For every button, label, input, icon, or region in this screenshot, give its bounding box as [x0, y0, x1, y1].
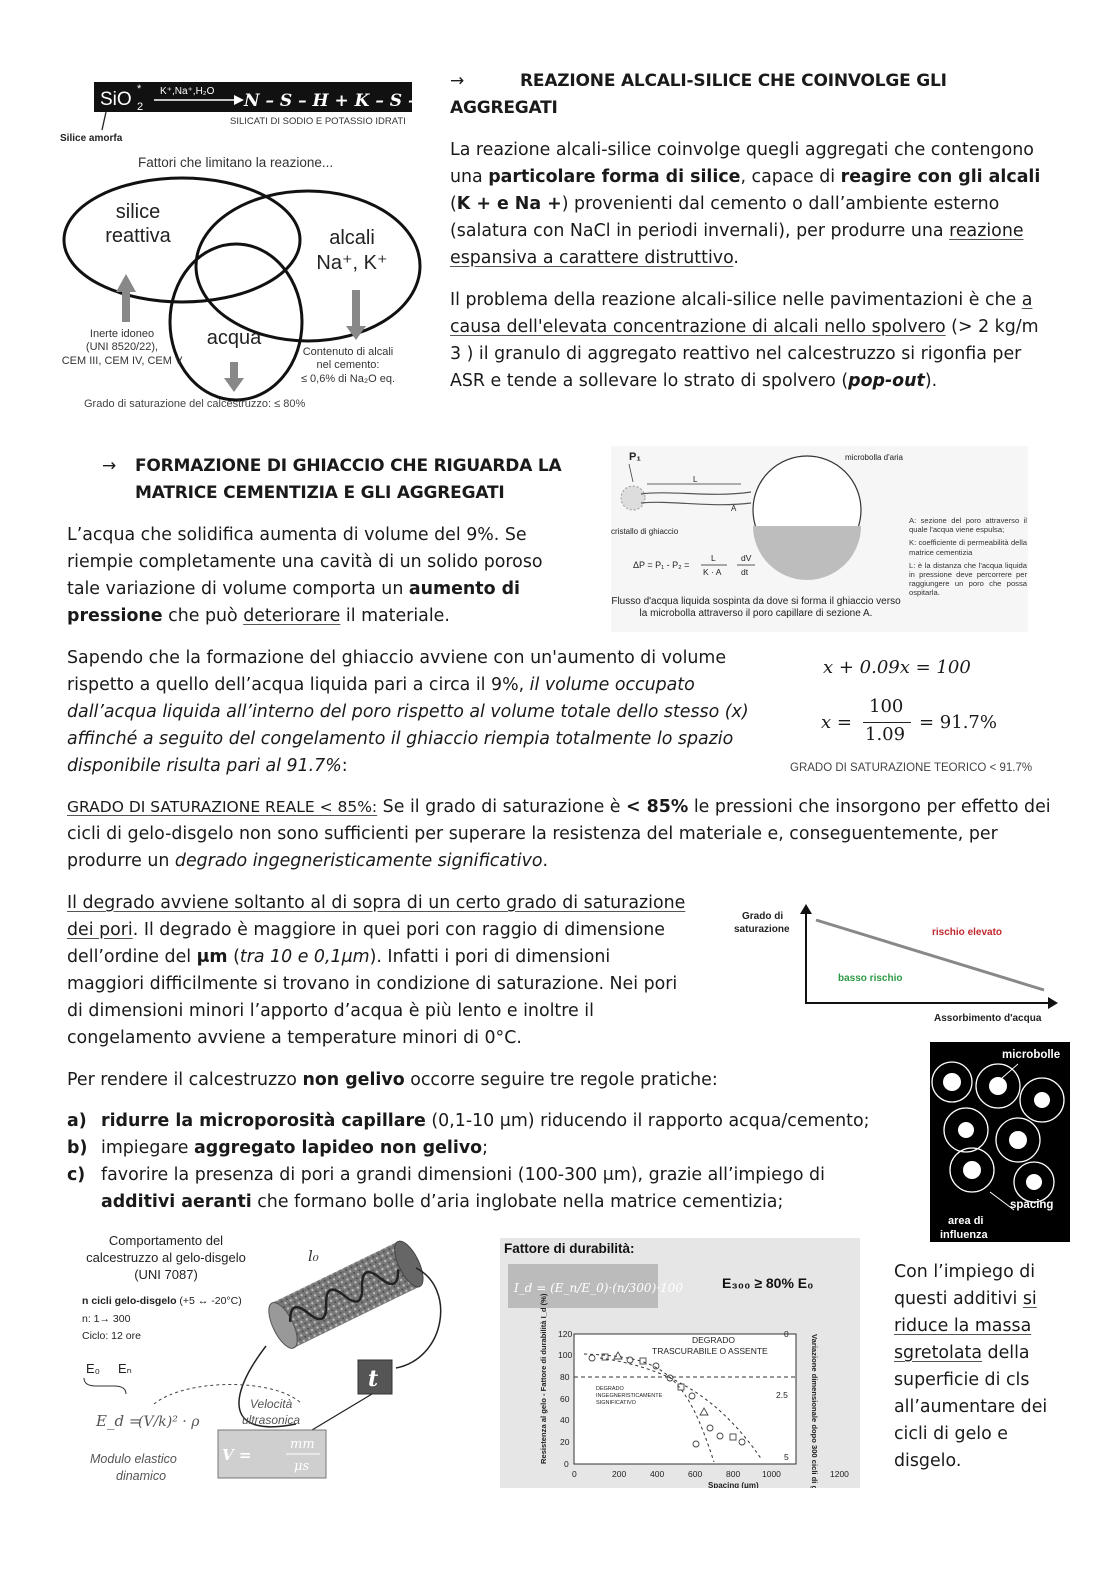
risk-low-label: basso rischio — [838, 973, 903, 984]
y-tick: 80 — [560, 1372, 570, 1382]
risk-figure-svg — [730, 900, 1065, 1030]
circle-silice-l1: silice — [115, 201, 161, 223]
formula-left-sup: * — [137, 83, 142, 95]
underline-run: si riduce la massa sgretolata — [894, 1289, 1037, 1363]
bold-run: non gelivo — [302, 1070, 405, 1090]
formula-right: N – S – H + K – S – H — [244, 91, 428, 111]
eq-frac1-den: K · A — [703, 567, 722, 577]
risk-xlabel: Assorbimento d'acqua — [934, 1013, 1042, 1024]
eq-frac1-num: L — [711, 553, 716, 563]
rule-item-a — [67, 1108, 897, 1135]
a-label: A — [731, 504, 737, 513]
bubble-cores — [943, 1073, 1050, 1190]
text-run: Con l’impiego di questi additivi — [894, 1262, 1036, 1309]
p1-label: P₁ — [629, 451, 641, 463]
test-line1-rest: (+5 ↔ -20°C) — [176, 1295, 242, 1307]
v-unit-den: μs — [294, 1459, 310, 1474]
text-run: che formano bolle d’aria inglobate nella matrice cementizia; — [251, 1192, 784, 1212]
specimen — [263, 1237, 429, 1352]
velocity-l2: ultrasonica — [242, 1413, 301, 1427]
pore-note-3: L: è la distanza che l'acqua liquida in pressione deve percorrere per raggiungere un poro che possa ospitarla. — [909, 560, 1027, 598]
text-run: Se il grado di saturazione è — [377, 797, 627, 817]
eo-label: E₀ — [86, 1361, 101, 1376]
label-trascurabile-l2: TRASCURABILE O ASSENTE — [652, 1346, 768, 1356]
ice-paragraph-4 — [67, 890, 692, 1052]
v-eq: V = — [222, 1446, 252, 1464]
test-line3: Ciclo: 12 ore — [82, 1330, 141, 1342]
text-run: le pressioni che insorgono per effetto dei cicli di gelo-disgelo non sono sufficienti per superare la resistenza del materiale e, conseguentemente, per produrre un — [67, 797, 1051, 871]
pore-figure — [611, 446, 1028, 632]
x-tick: 1200 — [830, 1469, 849, 1479]
eq-frac2-den: dt — [741, 567, 749, 577]
label-sign-l1: DEGRADO — [596, 1386, 624, 1392]
asr-paragraph-2 — [450, 287, 1050, 395]
modulus-l2: dinamico — [116, 1469, 167, 1483]
en-label: Eₙ — [118, 1361, 132, 1376]
asr-paragraph-1 — [450, 137, 1050, 272]
bubble-label: microbolla d'aria — [845, 453, 903, 462]
silice-label: Silice amorfa — [60, 133, 123, 144]
test-line1 — [82, 1295, 242, 1307]
x-tick: 0 — [572, 1469, 577, 1479]
text-run: ) provenienti dal cemento o dall’ambiente esterno (salatura con NaCl in periodi invernali), per produrre una — [450, 194, 1000, 241]
ice-paragraph-6 — [894, 1259, 1054, 1475]
underline-run: deteriorare — [243, 606, 341, 626]
y-tick: 60 — [560, 1394, 570, 1404]
velocity-l1: Velocità — [250, 1397, 293, 1411]
risk-x-arrow — [1048, 997, 1058, 1009]
label-sign-l3: SIGNIFICATIVO — [596, 1400, 636, 1406]
crystal-label: cristallo di ghiaccio — [611, 527, 679, 536]
circle-alcali-l2: Na⁺, K⁺ — [316, 252, 388, 274]
bubble-figure-svg — [930, 1042, 1070, 1242]
text-run: . Il degrado è maggiore in quei pori con raggio di dimensione dell’ordine del — [67, 920, 665, 967]
brace-icon — [84, 1378, 126, 1394]
text-run: occorre seguire tre regole pratiche: — [404, 1070, 718, 1090]
test-figure-svg — [76, 1228, 486, 1488]
text-run: ; — [482, 1138, 488, 1158]
risk-ylabel-l1: Grado di — [742, 911, 784, 922]
bubble-label-top: microbolle — [1002, 1049, 1061, 1061]
silice-pointer — [102, 112, 106, 130]
risk-high-label: rischio elevato — [932, 927, 1003, 938]
pore-note-2: K: coefficiente di permeabilità della matrice cementizia — [909, 538, 1027, 557]
rule-letter: c) — [67, 1165, 86, 1185]
y-ticks — [558, 1329, 572, 1469]
test-line2: n: 1→ 300 — [82, 1313, 131, 1325]
pore-eq: ΔP = P₁ - P₂ = — [633, 560, 690, 570]
text-run: Per rendere il calcestruzzo — [67, 1070, 303, 1090]
v-unit-num: mm — [290, 1437, 315, 1452]
circle-acqua-label: acqua — [206, 327, 262, 349]
pore-caption-wrap — [611, 596, 901, 632]
e300-label: E₃₀₀ ≥ 80% E₀ — [722, 1275, 814, 1291]
bold-run: reagire con gli alcali — [840, 167, 1041, 187]
bubble-pointer — [1002, 1064, 1018, 1078]
bold-run: K + e Na + — [456, 194, 562, 214]
text-run: . — [542, 851, 549, 871]
asr-heading-line2: AGGREGATI — [450, 98, 558, 118]
ice-paragraph-2 — [67, 645, 753, 780]
italic-run: il volume occupato dall’acqua liquida all’interno del poro rispetto al volume totale dello stesso (x) affinché a seguito del congelamento il ghiaccio riempia totalmente lo spazio disponibile risulta pari al 91.7% — [67, 675, 749, 776]
ice-crystal — [621, 486, 645, 510]
bold-run: ridurre la microporosità capillare — [101, 1111, 426, 1131]
x-tick: 400 — [650, 1469, 665, 1479]
eq2-lhs: x = — [821, 712, 852, 733]
bold-italic-run: pop-out — [848, 371, 925, 391]
y2-tick: 2.5 — [776, 1390, 788, 1400]
left-note-l3: CEM III, CEM IV, CEM V — [61, 355, 183, 367]
rule-letter: a) — [67, 1111, 87, 1131]
asr-heading-line1: REAZIONE ALCALI-SILICE CHE COINVOLGE GLI — [520, 71, 947, 91]
bubble-figure — [930, 1042, 1070, 1242]
bottom-note: Grado di saturazione del calcestruzzo: ≤ 80% — [84, 398, 306, 410]
text-run: Sapendo che la formazione del ghiaccio avviene con un'aumento di volume rispetto a quello dell’acqua liquida pari a circa il 9%, — [67, 648, 727, 695]
durability-ylabel: Resistenza al gelo - Fattore di durabilità I_d (%) — [539, 1293, 548, 1464]
durability-y2label: Variazione dimensionale dopo 300 cicli di gelo-disgelo (10⁴) — [810, 1334, 819, 1488]
bubble-label-area-l1: area di — [948, 1215, 984, 1227]
asr-heading — [450, 68, 1050, 122]
italic-run: degrado ingegneristicamente significativo — [174, 851, 543, 871]
underline-run: Il degrado avviene soltanto al di sopra di un certo grado di saturazione dei pori — [67, 893, 686, 940]
pore-top — [641, 492, 751, 494]
eq2-bar — [863, 722, 911, 723]
text-run: ). Infatti i pori di dimensioni maggiori difficilmente si trovano in condizione di saturazione. Nei pori di dimensioni minori l’apporto d’acqua è più lento e inoltre il congelamento avviene a temperature minori di 0°C. — [67, 947, 678, 1048]
ice-heading-line1: FORMAZIONE DI GHIACCIO CHE RIGUARDA LA — [135, 456, 562, 476]
l-label: L — [693, 475, 698, 484]
pore-notes-wrap — [909, 516, 1027, 626]
ice-paragraph-1 — [67, 522, 557, 630]
timer-label: t — [368, 1366, 379, 1392]
down-arrow-acqua-icon — [224, 362, 244, 392]
text-run: , capace di — [740, 167, 841, 187]
y-tick: 120 — [558, 1329, 573, 1339]
formula-left-sub: 2 — [137, 101, 144, 113]
right-note-l2: nel cemento: — [316, 359, 380, 371]
eq2-num: 100 — [869, 696, 904, 717]
eq2-den: 1.09 — [865, 724, 906, 745]
right-note-l3: ≤ 0,6% di Na₂O eq. — [300, 373, 396, 385]
ice-arrow: → — [102, 456, 117, 476]
y-tick: 20 — [560, 1437, 570, 1447]
durability-figure-svg — [500, 1238, 860, 1488]
right-note-l1: Contenuto di alcali — [302, 346, 394, 358]
durability-title: Fattore di durabilità: — [504, 1241, 635, 1256]
venn-title: Fattori che limitano la reazione... — [138, 155, 334, 170]
bold-run: μm — [196, 947, 228, 967]
y2-tick: 5 — [784, 1452, 789, 1462]
text-run: che può — [162, 606, 244, 626]
test-title-l1: Comportamento del — [108, 1233, 224, 1248]
rule-letter: b) — [67, 1138, 88, 1158]
y-tick: 100 — [558, 1350, 573, 1360]
x-tick: 800 — [726, 1469, 741, 1479]
x-tick: 200 — [612, 1469, 627, 1479]
y-tick: 40 — [560, 1415, 570, 1425]
modulus-l1: Modulo elastico — [90, 1452, 177, 1466]
text-run: . — [733, 248, 739, 268]
underline-run: GRADO DI SATURAZIONE REALE < 85%: — [67, 798, 378, 816]
text-run: Il problema della reazione alcali-silice nelle pavimentazioni è che — [450, 290, 1022, 310]
left-note-l1: Inerte idoneo — [89, 328, 155, 340]
rules-list — [67, 1108, 897, 1216]
text-run: favorire la presenza di pori a grandi dimensioni (100-300 μm), grazie all’impiego di — [101, 1165, 825, 1185]
x-tick: 600 — [688, 1469, 703, 1479]
bold-run: aumento di pressione — [67, 579, 521, 626]
pore-figure-svg — [611, 446, 1028, 632]
text-run: L’acqua che solidifica aumenta di volume del 9%. Se riempie completamente una cavità di un solido poroso tale variazione di volume comporta un — [67, 525, 543, 599]
formula-left: SiO — [100, 89, 132, 110]
risk-y-arrow — [800, 904, 812, 914]
ed-formula: (V/k)² · ρ — [138, 1414, 200, 1430]
test-figure — [76, 1228, 486, 1488]
circle-silice-l2: reattiva — [105, 225, 171, 247]
pore-notes — [909, 516, 1027, 598]
left-note-l2: (UNI 8520/22), — [85, 341, 159, 353]
bold-run: aggregato lapideo non gelivo — [194, 1138, 483, 1158]
text-run: : — [341, 756, 348, 776]
test-title-l2: calcestruzzo al gelo-disgelo — [86, 1250, 246, 1265]
eq-caption: GRADO DI SATURAZIONE TEORICO < 91.7% — [790, 762, 1033, 774]
durability-xlabel: Spacing (μm) — [708, 1481, 759, 1488]
eq2-rhs: = 91.7% — [919, 712, 997, 733]
bold-run: particolare forma di silice — [488, 167, 741, 187]
bubble-water — [753, 526, 861, 580]
risk-ylabel-l2: saturazione — [734, 924, 790, 935]
ice-paragraph-5 — [67, 1067, 917, 1094]
bold-run: < 85% — [626, 797, 689, 817]
eq-frac2-num: dV — [741, 553, 752, 563]
underline-run: a causa dell'elevata concentrazione di alcali nello spolvero — [450, 290, 1033, 337]
x-ticks — [572, 1469, 849, 1479]
y2-tick: 0 — [784, 1329, 789, 1339]
pore-caption: Flusso d'acqua liquida sospinta da dove si forma il ghiaccio verso la microbolla attraverso il poro capillare di sezione A. — [611, 596, 901, 619]
equation-2 — [821, 696, 1021, 748]
equation-1: x + 0.09x = 100 — [823, 657, 971, 678]
text-run: ( — [450, 194, 457, 214]
pore-note-1: A: sezione del poro attraverso il quale l'acqua viene espulsa; — [909, 516, 1027, 535]
test-line1-bold: n cicli gelo-disgelo — [82, 1295, 177, 1307]
durability-figure — [500, 1238, 860, 1488]
text-run: ). — [924, 371, 938, 391]
text-run: (0,1-10 μm) riducendo il rapporto acqua/cemento; — [425, 1111, 870, 1131]
circle-alcali-l1: alcali — [329, 227, 375, 249]
text-run: il materiale. — [340, 606, 450, 626]
asr-figure-svg — [58, 78, 428, 418]
p1-pointer — [629, 464, 633, 482]
bold-run: additivi aeranti — [101, 1192, 252, 1212]
formula-caption: SILICATI DI SODIO E POTASSIO IDRATI — [230, 116, 406, 127]
rule-item-b — [67, 1135, 897, 1162]
text-run: della superficie di cls all’aumentare dei cicli di gelo e disgelo. — [894, 1343, 1048, 1471]
x-tick: 1000 — [762, 1469, 781, 1479]
ice-heading — [102, 453, 592, 507]
ice-paragraph-3 — [67, 794, 1057, 875]
y-tick: 0 — [564, 1459, 569, 1469]
lo-label: l₀ — [308, 1247, 319, 1265]
text-run: ( — [227, 947, 240, 967]
durability-formula: I_d = (E_n/E_0)·(n/300)·100 — [514, 1281, 683, 1295]
asr-figure — [58, 78, 428, 418]
text-run: (> 2 kg/m 3 ) il granulo di aggregato reattivo nel calcestruzzo si rigonfia per ASR e tende a sollevare lo strato di spolvero ( — [450, 317, 1039, 391]
test-title-l3: (UNI 7087) — [134, 1267, 198, 1282]
ice-heading-line2: MATRICE CEMENTIZIA E GLI AGGREGATI — [135, 483, 505, 503]
formula-over: K⁺,Na⁺,H₂O — [160, 86, 215, 97]
bubble-label-spacing: spacing — [1010, 1199, 1054, 1211]
rule-item-c — [67, 1162, 897, 1216]
text-run: La reazione alcali-silice coinvolge quegli aggregati che contengono una — [450, 140, 1034, 187]
label-sign-l2: INGEGNERISTICAMENTE — [596, 1393, 663, 1399]
risk-figure — [730, 900, 1065, 1030]
underline-run: reazione espansiva a carattere distruttivo — [450, 221, 1024, 268]
ed-label: E_d = — [96, 1412, 142, 1430]
italic-run: tra 10 e 0,1μm — [239, 947, 370, 967]
bubble-label-area-l2: influenza — [940, 1229, 988, 1241]
text-run: impiegare — [101, 1138, 195, 1158]
label-trascurabile-l1: DEGRADO — [692, 1335, 735, 1345]
asr-arrow: → — [450, 71, 465, 91]
